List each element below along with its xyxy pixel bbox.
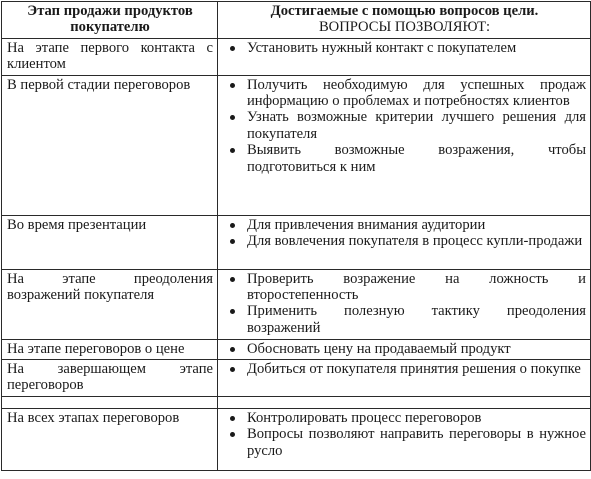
stage-cell: На этапе преодоления возражений покупателя: [2, 269, 218, 339]
bullet-icon: [230, 223, 235, 228]
list-item: [223, 271, 586, 304]
table-row: [2, 38, 591, 75]
table-row: [2, 269, 591, 339]
header-goals-sublabel: ВОПРОСЫ ПОЗВОЛЯЮТ:: [318, 19, 491, 36]
table-row: [2, 339, 591, 359]
bullet-icon: [230, 347, 235, 352]
goal-text: Применить полезную тактику преодоления возражений: [247, 303, 586, 336]
list-item: [223, 40, 586, 56]
header-goals-label: Достигаемые с помощью вопросов цели.: [270, 3, 539, 19]
list-item: [223, 303, 586, 336]
table-row: [2, 409, 591, 471]
bullet-icon: [230, 277, 235, 282]
goal-text: Для вовлечения покупателя в процесс купли-продажи: [247, 233, 583, 250]
goal-text: Добиться от покупателя принятия решения о покупке: [247, 361, 581, 378]
goal-text: Контролировать процесс переговоров: [247, 410, 482, 427]
goals-cell: [218, 409, 591, 471]
table-row: [2, 215, 591, 269]
stage-cell: Во время презентации: [2, 215, 218, 269]
goal-text: Обосновать цену на продаваемый продукт: [247, 340, 511, 357]
header-stage: [2, 2, 218, 39]
list-item: [223, 361, 586, 377]
bullet-icon: [230, 46, 235, 51]
table-row: [2, 75, 591, 215]
header-row: [2, 2, 591, 39]
bullet-icon: [230, 115, 235, 120]
goal-text: Получить необходимую для успешных продаж информацию о проблемах и потребностях клиентов: [247, 76, 586, 110]
empty-cell: [2, 397, 218, 409]
header-goals: [218, 2, 591, 39]
goals-cell: [218, 75, 591, 215]
goal-text: Вопросы позволяют направить переговоры в нужное русло: [247, 426, 586, 459]
list-item: [223, 109, 586, 142]
goals-cell: [218, 38, 591, 75]
goals-cell: [218, 269, 591, 339]
goals-cell: [218, 215, 591, 269]
goal-text: Установить нужный контакт с покупателем: [247, 39, 517, 56]
bullet-icon: [230, 309, 235, 314]
bullet-icon: [230, 239, 235, 244]
goals-cell: [218, 339, 591, 359]
stage-cell: На завершающем этапе переговоров: [2, 360, 218, 397]
header-stage-label: Этап продажи продуктов покупателю: [27, 3, 193, 36]
list-item: [223, 426, 586, 459]
list-item: [223, 77, 586, 110]
list-item: [223, 233, 586, 249]
stage-cell: На этапе переговоров о цене: [2, 339, 218, 359]
bullet-icon: [230, 148, 235, 153]
stage-cell: В первой стадии переговоров: [2, 75, 218, 215]
list-item: [223, 410, 586, 426]
bullet-icon: [230, 416, 235, 421]
stage-cell: На этапе первого контакта с клиентом: [2, 38, 218, 75]
stage-cell: На всех этапах переговоров: [2, 409, 218, 471]
list-item: [223, 217, 586, 233]
empty-cell: [218, 397, 591, 409]
goal-text: Для привлечения внимания аудитории: [247, 216, 486, 233]
sales-questions-table: [1, 1, 591, 471]
bullet-icon: [230, 367, 235, 372]
goal-text: Проверить возражение на ложность и второстепенность: [247, 270, 586, 304]
bullet-icon: [230, 432, 235, 437]
table-row: [2, 360, 591, 397]
bullet-icon: [230, 83, 235, 88]
goal-text: Узнать возможные критерии лучшего решения для покупателя: [247, 109, 586, 142]
goals-cell: [218, 360, 591, 397]
list-item: [223, 142, 586, 175]
goal-text: Выявить возможные возражения, чтобы подготовиться к ним: [247, 142, 586, 175]
spacer-row: [2, 397, 591, 409]
list-item: [223, 341, 586, 357]
